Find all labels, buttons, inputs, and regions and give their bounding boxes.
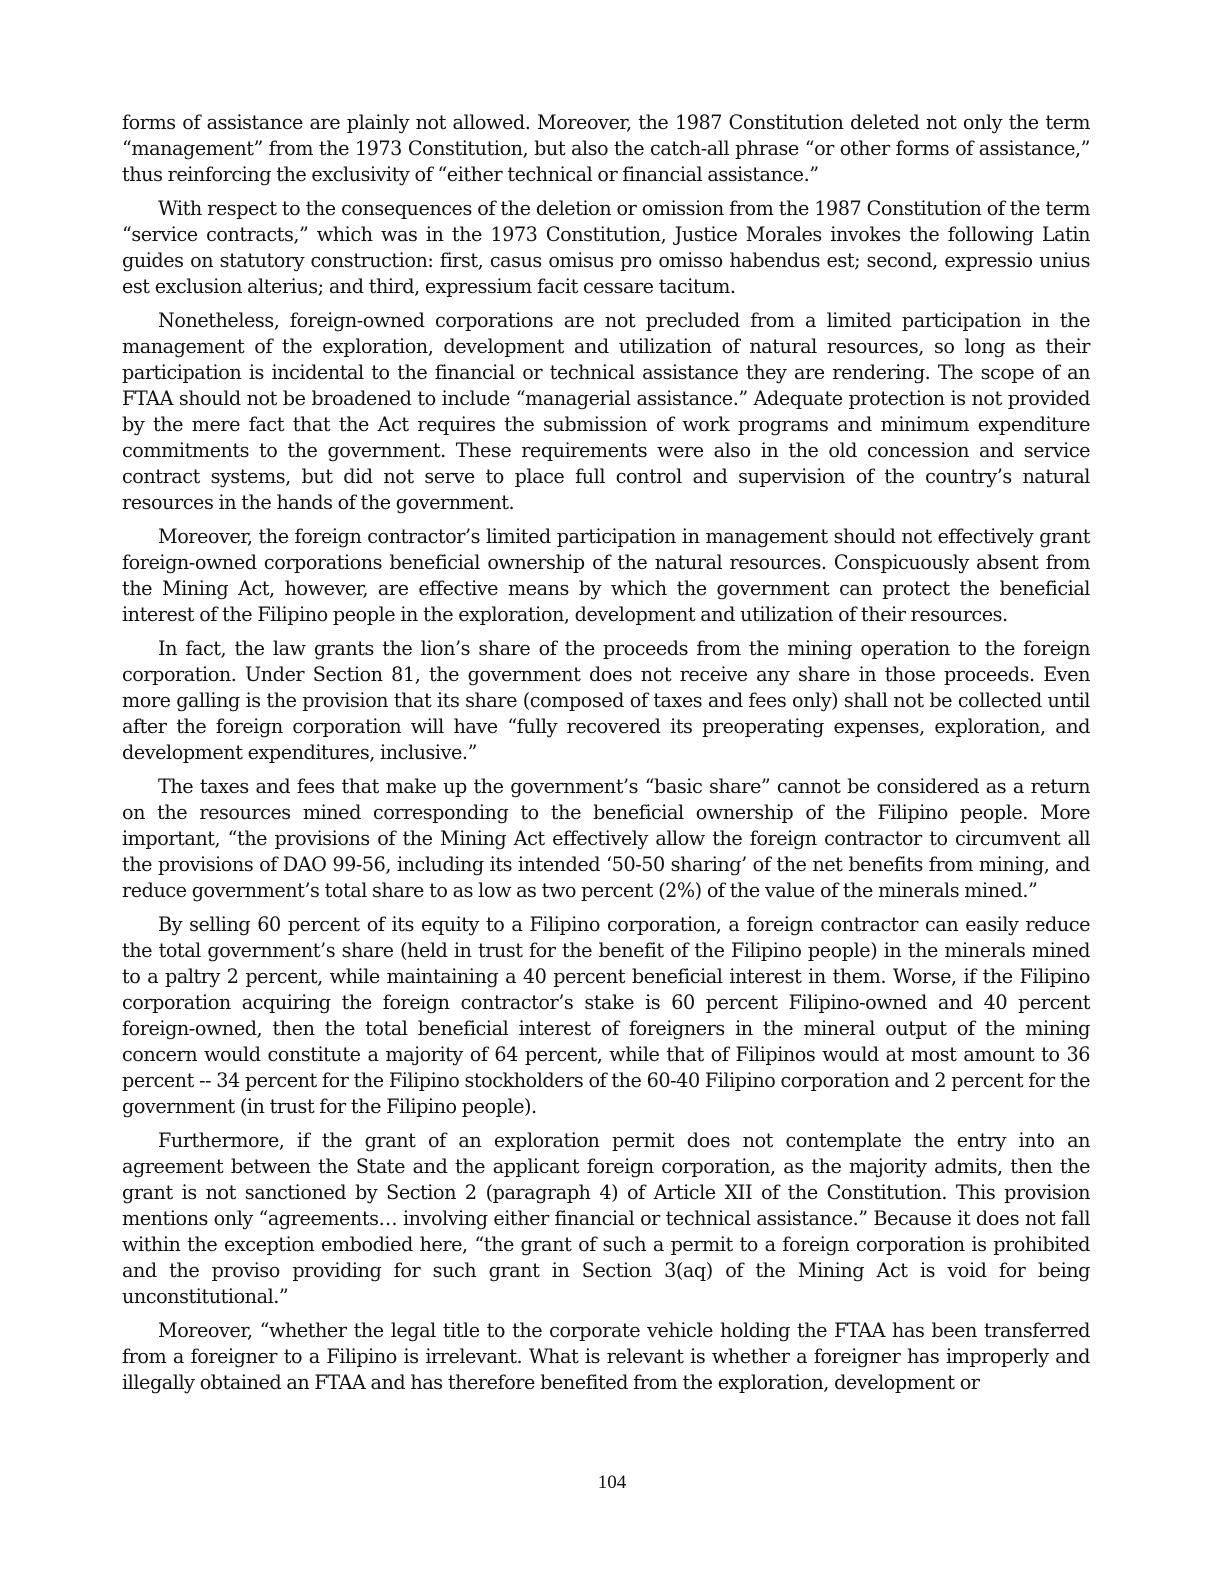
paragraph-6: The taxes and fees that make up the government’s “basic share” cannot be considered as a return on the resources mined corresponding to the beneficial ownership of the Filipino people. More important, “the provisions of the Mining Act effectively allow the foreign contractor to circumvent all the provisions of DAO 99-56, including its intended ‘50-50 sharing’ of the net benefits from mining, and reduce government’s total share to as low as two percent (2%) of the value of the minerals mined.” [122, 775, 1090, 902]
paragraph-7: By selling 60 percent of its equity to a Filipino corporation, a foreign contractor can easily reduce the total government’s share (held in trust for the benefit of the Filipino people) in the minerals mined to a paltry 2 percent, while maintaining a 40 percent beneficial interest in them. Worse, if the Filipino corporation acquiring the foreign contractor’s stake is 60 percent Filipino-owned and 40 percent foreign-owned, then the total beneficial interest of foreigners in the mineral output of the mining concern would constitute a majority of 64 percent, while that of Filipinos would at most amount to 36 percent -- 34 percent for the Filipino stockholders of the 60-40 Filipino corporation and 2 percent for the government (in trust for the Filipino people). [122, 913, 1090, 1118]
document-body [122, 110, 1090, 1404]
paragraph-4: Moreover, the foreign contractor’s limited participation in management should not effectively grant foreign-owned corporations beneficial ownership of the natural resources. Conspicuously absent from the Mining Act, however, are effective means by which the government can protect the beneficial interest of the Filipino people in the exploration, development and utilization of their resources. [122, 525, 1090, 626]
paragraph-2: With respect to the consequences of the deletion or omission from the 1987 Constitution of the term “service contracts,” which was in the 1973 Constitution, Justice Morales invokes the following Latin guides on statutory construction: first, casus omisus pro omisso habendus est; second, expressio unius est exclusion alterius; and third, expressium facit cessare tacitum. [122, 197, 1090, 298]
paragraph-5: In fact, the law grants the lion’s share of the proceeds from the mining operation to the foreign corporation. Under Section 81, the government does not receive any share in those proceeds. Even more galling is the provision that its share (composed of taxes and fees only) shall not be collected until after the foreign corporation will have “fully recovered its preoperating expenses, exploration, and development expenditures, inclusive.” [122, 637, 1090, 764]
paragraph-3: Nonetheless, foreign-owned corporations are not precluded from a limited participation in the management of the exploration, development and utilization of natural resources, so long as their participation is incidental to the financial or technical assistance they are rendering. The scope of an FTAA should not be broadened to include “managerial assistance.” Adequate protection is not provided by the mere fact that the Act requires the submission of work programs and minimum expenditure commitments to the government. These requirements were also in the old concession and service contract systems, but did not serve to place full control and supervision of the country’s natural resources in the hands of the government. [122, 309, 1090, 514]
paragraph-9: Moreover, “whether the legal title to the corporate vehicle holding the FTAA has been transferred from a foreigner to a Filipino is irrelevant. What is relevant is whether a foreigner has improperly and illegally obtained an FTAA and has therefore benefited from the exploration, development or [122, 1319, 1090, 1394]
page-number: 104 [597, 1472, 627, 1493]
paragraph-1: forms of assistance are plainly not allowed. Moreover, the 1987 Constitution deleted not only the term “management” from the 1973 Constitution, but also the catch-all phrase “or other forms of assistance,” thus reinforcing the exclusivity of “either technical or financial assistance.” [122, 111, 1090, 186]
paragraph-8: Furthermore, if the grant of an exploration permit does not contemplate the entry into an agreement between the State and the applicant foreign corporation, as the majority admits, then the grant is not sanctioned by Section 2 (paragraph 4) of Article XII of the Constitution. This provision mentions only “agreements… involving either financial or technical assistance.” Because it does not fall within the exception embodied here, “the grant of such a permit to a foreign corporation is prohibited and the proviso providing for such grant in Section 3(aq) of the Mining Act is void for being unconstitutional.” [122, 1129, 1090, 1308]
